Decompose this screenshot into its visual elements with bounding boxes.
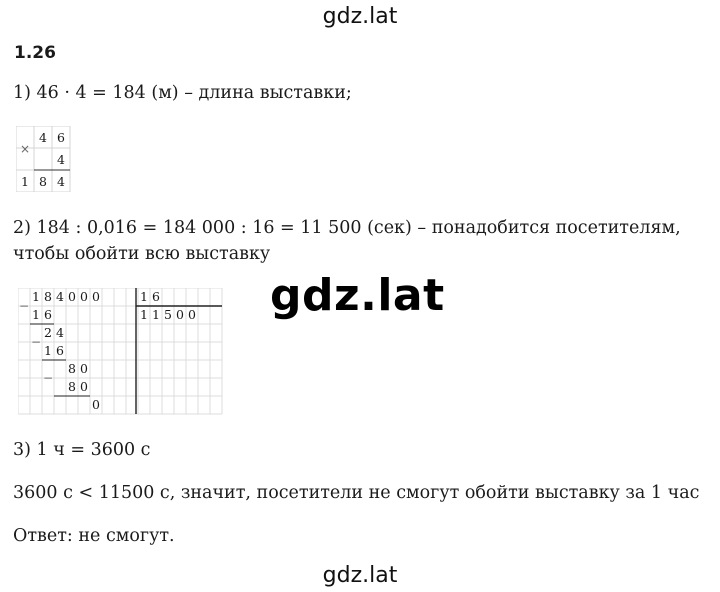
answer-text: Ответ: не смогут. (13, 526, 175, 546)
minus-sign: − (18, 299, 30, 313)
sub-digit: 1 (44, 343, 52, 358)
remainder-digit: 4 (56, 325, 64, 340)
dividend-digit: 0 (68, 289, 76, 304)
watermark-center: gdz.lat (270, 270, 445, 321)
remainder-digit: 0 (92, 397, 100, 412)
dividend-digit: 8 (44, 289, 52, 304)
quotient-digit: 1 (140, 307, 148, 322)
mult-digit: 4 (39, 130, 47, 145)
conclusion-text: 3600 с < 11500 с, значит, посетители не смогут обойти выставку за 1 час (13, 483, 700, 503)
dividend-digit: 0 (80, 289, 88, 304)
remainder-digit: 8 (68, 361, 76, 376)
minus-sign: − (30, 335, 42, 349)
quotient-digit: 5 (164, 307, 172, 322)
watermark-top: gdz.lat (322, 4, 398, 29)
multiply-sign: × (19, 142, 31, 156)
watermark-bottom: gdz.lat (322, 563, 398, 588)
mult-digit: 6 (57, 130, 65, 145)
sub-digit: 8 (68, 379, 76, 394)
step-2-line-1: 2) 184 : 0,016 = 184 000 : 16 = 11 500 (сек) – понадобится посетителям, (13, 218, 681, 238)
problem-number: 1.26 (14, 43, 56, 63)
long-division-grid (18, 288, 224, 416)
step-1-text: 1) 46 · 4 = 184 (м) – длина выставки; (13, 83, 352, 103)
multiplication-grid (16, 126, 76, 192)
divisor-digit: 1 (140, 289, 148, 304)
divisor-digit: 6 (152, 289, 160, 304)
step-3-text: 3) 1 ч = 3600 с (13, 440, 151, 460)
remainder-digit: 0 (80, 361, 88, 376)
dividend-digit: 0 (92, 289, 100, 304)
sub-digit: 6 (56, 343, 64, 358)
minus-sign: − (42, 371, 54, 385)
quotient-digit: 0 (176, 307, 184, 322)
dividend-digit: 1 (32, 289, 40, 304)
remainder-digit: 2 (44, 325, 52, 340)
mult-result-digit: 4 (57, 174, 65, 189)
sub-digit: 6 (44, 307, 52, 322)
mult-result-digit: 8 (39, 174, 47, 189)
dividend-digit: 4 (56, 289, 64, 304)
step-2-line-2: чтобы обойти всю выставку (13, 244, 271, 264)
sub-digit: 0 (80, 379, 88, 394)
sub-digit: 1 (32, 307, 40, 322)
quotient-digit: 1 (152, 307, 160, 322)
quotient-digit: 0 (188, 307, 196, 322)
mult-digit: 4 (57, 152, 65, 167)
mult-result-digit: 1 (21, 174, 29, 189)
